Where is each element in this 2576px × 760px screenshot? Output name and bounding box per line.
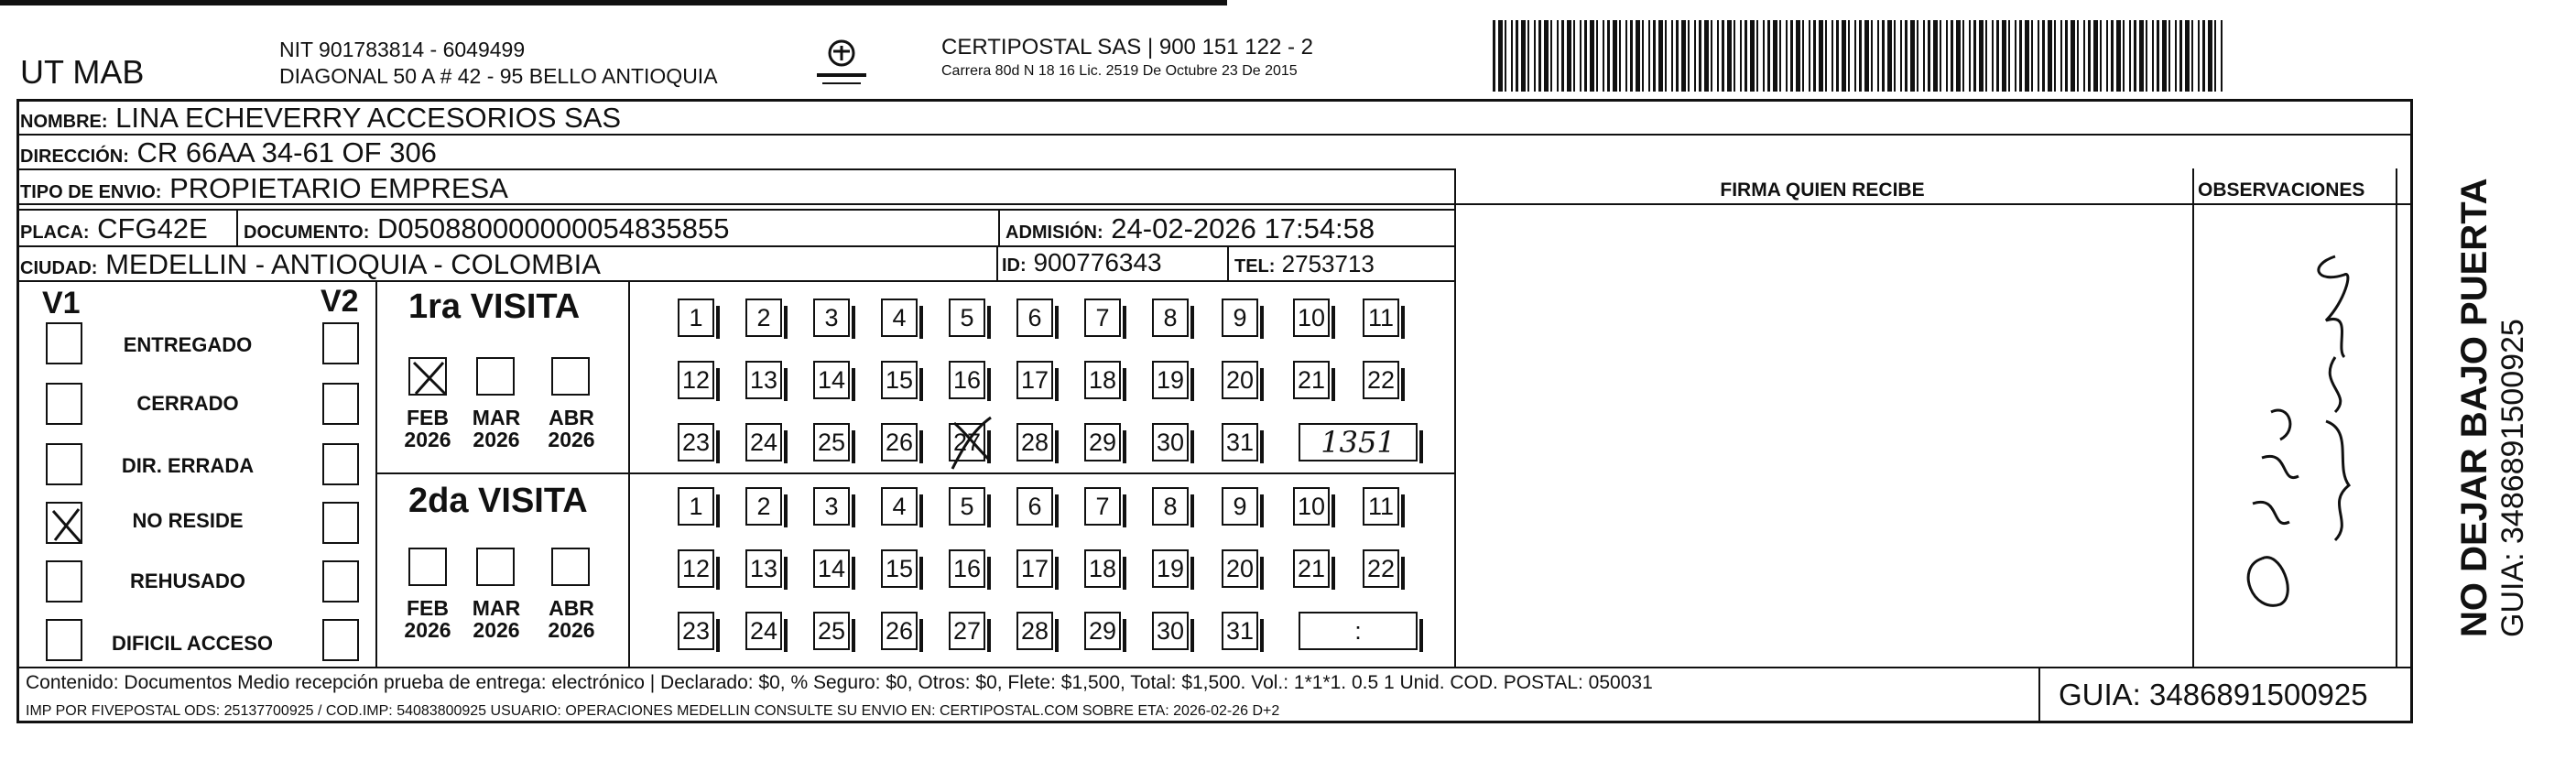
month-year: 2026 [404,428,451,451]
month-label [399,407,456,451]
phone-field [1234,250,1375,278]
day-checkbox[interactable]: 15 [881,549,918,588]
status-v1-checkbox[interactable] [46,560,82,603]
day-checkbox[interactable]: 11 [1363,487,1399,526]
month-checkbox[interactable] [476,357,515,396]
rule [628,280,630,667]
id-label: ID: [1002,255,1027,276]
rule [2192,168,2194,667]
observations-column-header: OBSERVACIONES [2198,179,2365,201]
recipient-address: CR 66AA 34-61 OF 306 [136,136,437,168]
status-v2-checkbox[interactable] [322,322,359,364]
day-checkbox[interactable]: 21 [1293,549,1330,588]
day-checkbox[interactable]: 19 [1152,549,1189,588]
recipient-name-row [20,102,621,135]
month-checkbox[interactable] [408,548,447,586]
visit2-column-header: V2 [321,284,359,319]
admission-field [1005,212,1375,245]
company-nit: NIT 901783814 - 6049499 [279,38,526,61]
recipient-name: LINA ECHEVERRY ACCESORIOS SAS [115,102,622,134]
day-checkbox[interactable]: 24 [745,423,782,461]
day-checkbox[interactable]: 22 [1363,361,1399,399]
guide-number-footer: GUIA: 3486891500925 [2059,678,2368,711]
day-checkbox[interactable]: 19 [1152,361,1189,399]
day-checkbox[interactable]: 14 [813,361,850,399]
admission-value: 24-02-2026 17:54:58 [1111,212,1375,244]
day-checkbox[interactable]: 1 [678,299,714,337]
side-guide-number: GUIA: 3486891500925 [2495,319,2530,637]
city-field [20,248,601,281]
day-checkbox[interactable]: 18 [1084,549,1121,588]
day-checkbox[interactable]: 4 [881,487,918,526]
city-label: CIUDAD: [20,258,98,278]
month-name: MAR [472,596,521,620]
rule [16,245,1456,247]
recipient-address-row [20,136,437,169]
day-checkbox[interactable]: 20 [1222,549,1258,588]
day-checkbox[interactable]: 12 [678,361,714,399]
day-checkbox[interactable]: 3 [813,487,850,526]
day-checkbox[interactable]: 28 [1016,423,1053,461]
company-address: DIAGONAL 50 A # 42 - 95 BELLO ANTIOQUIA [279,64,718,88]
status-label: DIFICIL ACCESO [111,632,273,655]
month-label [468,407,525,451]
handwritten-observation-icon [2198,229,2399,650]
rule [1227,245,1229,280]
first-visit-time-field[interactable]: 1351 [1299,423,1418,461]
second-visit-title: 2da VISITA [408,482,588,520]
status-label: CERRADO [136,392,239,415]
first-visit-title: 1ra VISITA [408,288,581,326]
day-checkbox[interactable]: 29 [1084,423,1121,461]
month-label [399,597,456,641]
day-checkbox[interactable]: 29 [1084,612,1121,650]
day-checkbox[interactable]: 15 [881,361,918,399]
day-checkbox[interactable]: 23 [678,423,714,461]
second-visit-time-field[interactable]: : [1299,612,1418,650]
day-checkbox[interactable]: 27 [949,612,985,650]
handwritten-strike-icon [949,414,996,476]
month-name: ABR [549,596,594,620]
handwritten-check-mark-icon [410,359,449,397]
visit1-column-header: V1 [42,286,81,320]
document-value: D050880000000054835855 [377,212,730,244]
day-checkbox[interactable]: 30 [1152,423,1189,461]
day-checkbox[interactable]: 10 [1293,299,1330,337]
day-checkbox[interactable]: 17 [1016,549,1053,588]
day-checkbox[interactable]: 11 [1363,299,1399,337]
day-checkbox[interactable]: 20 [1222,361,1258,399]
status-v2-checkbox[interactable] [322,502,359,544]
status-label: DIR. ERRADA [121,454,255,477]
day-checkbox[interactable]: 28 [1016,612,1053,650]
courier-logo [813,35,870,90]
courier-info [941,35,1313,80]
day-checkbox[interactable]: 31 [1222,612,1258,650]
month-label [543,407,600,451]
day-checkbox[interactable]: 13 [745,361,782,399]
shipping-type: PROPIETARIO EMPRESA [169,172,508,204]
month-year: 2026 [473,428,520,451]
day-checkbox[interactable]: 26 [881,423,918,461]
day-checkbox[interactable]: 16 [949,361,985,399]
day-checkbox[interactable]: 25 [813,423,850,461]
day-checkbox[interactable]: 5 [949,487,985,526]
phone-value: 2753713 [1281,250,1375,277]
status-v2-checkbox[interactable] [322,443,359,485]
rule [16,667,2413,668]
day-checkbox[interactable]: 21 [1293,361,1330,399]
day-checkbox[interactable]: 12 [678,549,714,588]
rule [2038,667,2040,723]
courier-license: Carrera 80d N 18 16 Lic. 2519 De Octubre 23 De 2015 [941,63,1298,79]
handwritten-check-mark-icon [48,504,84,546]
document-label: DOCUMENTO: [244,223,370,243]
print-details: IMP POR FIVEPOSTAL ODS: 25137700925 / COD.IMP: 54083800925 USUARIO: OPERACIONES MEDELLIN CONSULTE SU ENVIO EN: CERTIPOSTAL.COM SOBRE ETA: 2026-02-26 D+2 [26,703,1280,719]
month-year: 2026 [404,618,451,642]
month-year: 2026 [548,428,595,451]
day-checkbox[interactable]: 17 [1016,361,1053,399]
status-v1-checkbox-checked[interactable] [46,502,82,544]
day-checkbox[interactable]: 14 [813,549,850,588]
barcode [1493,20,2225,92]
status-v2-checkbox[interactable] [322,560,359,603]
day-checkbox[interactable]: 8 [1152,299,1189,337]
month-checkbox[interactable] [476,548,515,586]
name-label: NOMBRE: [20,112,108,132]
status-label: NO RESIDE [132,509,244,532]
side-warning: NO DEJAR BAJO PUERTA [2454,178,2494,637]
month-name: MAR [472,406,521,429]
month-checkbox[interactable] [551,548,590,586]
day-checkbox[interactable]: 30 [1152,612,1189,650]
plate-label: PLACA: [20,223,90,243]
month-checkbox-feb-checked[interactable] [408,357,447,396]
day-checkbox[interactable]: 7 [1084,299,1121,337]
status-label: ENTREGADO [123,333,253,356]
admission-label: ADMISIÓN: [1005,223,1103,243]
status-v2-checkbox[interactable] [322,619,359,661]
day-checkbox[interactable]: 7 [1084,487,1121,526]
document-field [244,212,729,245]
signature-column-header: FIRMA QUIEN RECIBE [1720,179,1925,201]
day-checkbox[interactable]: 18 [1084,361,1121,399]
day-checkbox[interactable]: 1 [678,487,714,526]
rule [996,245,998,280]
day-checkbox[interactable]: 9 [1222,299,1258,337]
day-checkbox[interactable]: 24 [745,612,782,650]
id-field [1002,248,1162,277]
day-checkbox[interactable]: 8 [1152,487,1189,526]
day-checkbox[interactable]: 25 [813,612,850,650]
content-details: Contenido: Documentos Medio recepción prueba de entrega: electrónico | Declarado: $0, % Seguro: $0, Otros: $0, Flete: $1,500, Total: $1,500. Vol.: 1*1*1. 0.5 1 Unid. COD. POSTAL: 050031 [26,672,1653,693]
month-name: FEB [407,406,449,429]
status-v2-checkbox[interactable] [322,383,359,425]
month-label [468,597,525,641]
shipping-type-row [20,172,508,205]
side-notice [2454,178,2531,637]
day-checkbox[interactable]: 10 [1293,487,1330,526]
day-checkbox[interactable]: 3 [813,299,850,337]
rule [375,472,1456,474]
day-checkbox[interactable]: 5 [949,299,985,337]
id-value: 900776343 [1033,248,1162,277]
day-checkbox[interactable]: 26 [881,612,918,650]
month-name: FEB [407,596,449,620]
rule [998,209,1000,245]
type-label: TIPO DE ENVIO: [20,182,162,202]
day-checkbox[interactable]: 27 [949,423,985,461]
month-name: ABR [549,406,594,429]
month-checkbox[interactable] [551,357,590,396]
status-v1-checkbox[interactable] [46,383,82,425]
day-checkbox[interactable]: 31 [1222,423,1258,461]
rule [1454,168,1456,667]
month-year: 2026 [548,618,595,642]
status-v1-checkbox[interactable] [46,322,82,364]
address-label: DIRECCIÓN: [20,147,129,167]
phone-label: TEL: [1234,256,1276,277]
day-checkbox[interactable]: 13 [745,549,782,588]
status-v1-checkbox[interactable] [46,619,82,661]
day-checkbox[interactable]: 23 [678,612,714,650]
day-checkbox[interactable]: 9 [1222,487,1258,526]
rule [16,209,1456,211]
status-v1-checkbox[interactable] [46,443,82,485]
status-label: REHUSADO [130,570,245,592]
rule [236,209,238,245]
company-name: UT MAB [20,53,145,91]
day-checkbox[interactable]: 2 [745,299,782,337]
rule [375,280,377,667]
city-value: MEDELLIN - ANTIOQUIA - COLOMBIA [105,248,601,280]
month-year: 2026 [473,618,520,642]
plate-value: CFG42E [97,212,208,244]
day-checkbox[interactable]: 2 [745,487,782,526]
day-checkbox[interactable]: 16 [949,549,985,588]
top-border-line [0,0,1227,5]
day-checkbox[interactable]: 6 [1016,487,1053,526]
day-checkbox[interactable]: 4 [881,299,918,337]
month-label [543,597,600,641]
day-checkbox[interactable]: 6 [1016,299,1053,337]
courier-name: CERTIPOSTAL SAS | 900 151 122 - 2 [941,35,1313,60]
company-info [279,37,718,90]
day-checkbox[interactable]: 22 [1363,549,1399,588]
plate-field [20,212,208,245]
